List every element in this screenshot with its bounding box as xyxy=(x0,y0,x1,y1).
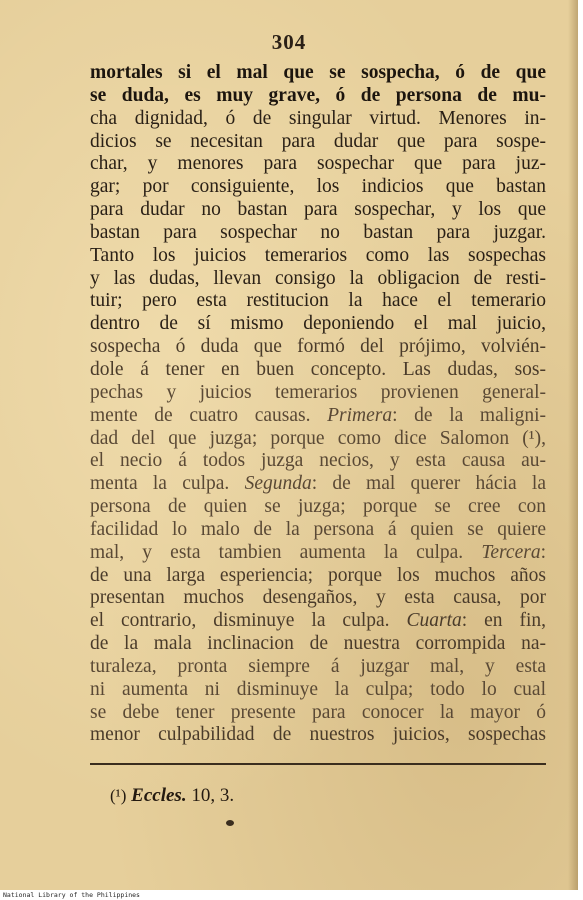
text-line: Tanto los juicios temerarios como las sospechas xyxy=(90,244,546,266)
text-line: se debe tener presente para conocer la mayor ó xyxy=(90,701,546,723)
page-edge-shadow xyxy=(568,0,578,890)
section-marker: Tercera xyxy=(481,541,541,563)
text-line: se duda, es muy grave, ó de persona de mu- xyxy=(90,84,546,106)
text-line: char, y menores para sospechar que para juz- xyxy=(90,153,546,175)
text-line: de la mala inclinacion de nuestra corrompida na- xyxy=(90,633,546,655)
text-line: de una larga esperiencia; porque los muchos años xyxy=(90,564,546,586)
section-marker: Segunda xyxy=(244,473,312,495)
text-line: ni aumenta ni disminuye la culpa; todo lo cual xyxy=(90,678,546,700)
footnote-mark: (¹) xyxy=(110,786,127,805)
text-line: dicios se necesitan para dudar que para sospe- xyxy=(90,130,546,152)
text-line: sospecha ó duda que formó del prójimo, volvién- xyxy=(90,336,546,358)
text-line: bastan para sospechar no bastan para juzgar. xyxy=(90,221,546,243)
section-marker: Primera xyxy=(327,404,393,426)
text-line: menta la culpa. Segunda: de mal querer hácia la xyxy=(90,473,546,495)
text-line: dentro de sí mismo deponiendo el mal juicio, xyxy=(90,313,546,335)
text-line: tuir; pero esta restitucion la hace el temerario xyxy=(90,290,546,312)
text-line: cha dignidad, ó de singular virtud. Menores in- xyxy=(90,107,546,129)
text-line: turaleza, pronta siempre á juzgar mal, y esta xyxy=(90,655,546,677)
footnote-reference: Eccles. xyxy=(131,785,187,806)
footnote-divider xyxy=(90,763,546,765)
footnote xyxy=(110,785,234,807)
text-line: y las dudas, llevan consigo la obligacion de resti- xyxy=(90,267,546,289)
text-line: dad del que juzga; porque como dice Salomon (¹), xyxy=(90,427,546,449)
text-line: el necio á todos juzga necios, y esta causa au- xyxy=(90,450,546,472)
text-line: facilidad lo malo de la persona á quien se quiere xyxy=(90,518,546,540)
text-line: gar; por consiguiente, los indicios que bastan xyxy=(90,176,546,198)
footnote-location: 10, 3. xyxy=(191,785,235,806)
text-line: menor culpabilidad de nuestros juicios, sospechas xyxy=(90,724,546,746)
text-line: dole á tener en buen concepto. Las dudas, sos- xyxy=(90,358,546,380)
section-marker: Cuarta xyxy=(406,610,462,632)
text-line: pechas y juicios temerarios provienen general- xyxy=(90,381,546,403)
text-line: mortales si el mal que se sospecha, ó de que xyxy=(90,62,546,83)
ornament-dot xyxy=(226,820,234,826)
text-line: el contrario, disminuye la culpa. Cuarta: en fin, xyxy=(90,610,546,632)
library-credit: National Library of the Philippines xyxy=(3,891,140,899)
text-line: mente de cuatro causas. Primera: de la maligni- xyxy=(90,404,546,426)
page-number: 304 xyxy=(271,30,307,54)
text-line: para dudar no bastan para sospechar, y los que xyxy=(90,199,546,221)
text-line: presentan muchos desengaños, y esta causa, por xyxy=(90,587,546,609)
text-line: persona de quien se juzga; porque se cree con xyxy=(90,496,546,518)
body-text xyxy=(90,62,546,747)
text-line: mal, y esta tambien aumenta la culpa. Tercera: xyxy=(90,541,546,563)
